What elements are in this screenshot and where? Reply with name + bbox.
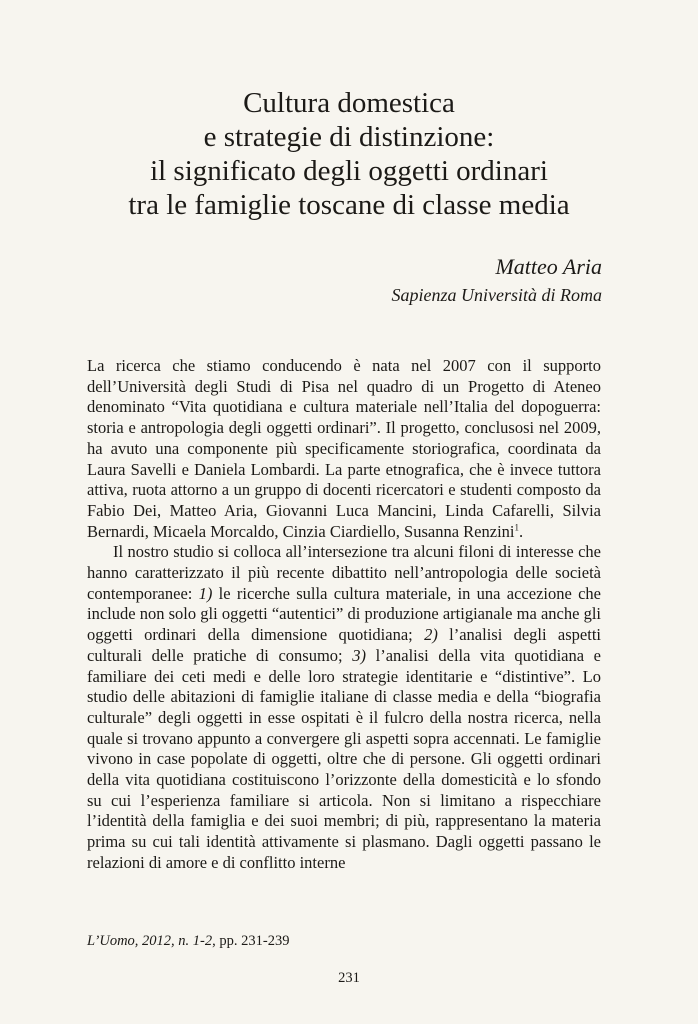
list-marker-2: 2): [424, 625, 438, 645]
paragraph-2-seg-2: le ricerche sulla cultura materiale, in una accezione che include non solo gli oggetti “autentici” di produzione artigianale ma anche gli oggetti ordinari della dimensione quotidiana;: [87, 583, 601, 645]
paragraph-2-seg-4: l’analisi della vita quotidiana e familiare dei ceti medi e delle loro strategie identitarie e “distintive”. Lo studio delle abitazioni di famiglie italiane di classe media e della “biografia culturale” degli oggetti in esse ospitati è il fulcro della nostra ricerca, nella quale si trovano appunto a convergere gli aspetti sopra accennati. Le famiglie vivono in case popolate di oggetti, oltre che di persone. Gli oggetti ordinari della vita quotidiana costituiscono l’orizzonte della domesticità e lo sfondo su cui l’esperienza familiare si articola. Non si limitano a rispecchiare l’identità della famiglia e dei suoi membri; di più, rappresentano la materia prima su cui tali identità attivamente si plasmano. Dagli oggetti passano le relazioni di amore e di conflitto interne: [87, 645, 601, 872]
author-name: Matteo Aria: [495, 254, 602, 279]
article-title: [0, 86, 698, 222]
title-line-3: il significato degli oggetti ordinari: [150, 155, 548, 187]
article-body: [87, 356, 601, 874]
paragraph-1-text: La ricerca che stiamo conducendo è nata nel 2007 con il supporto dell’Università degli Studi di Pisa nel quadro di un Progetto di Ateneo denominato “Vita quotidiana e cultura materiale nell’Italia del dopoguerra: storia e antropologia degli oggetti ordinari”. Il progetto, conclusosi nel 2009, ha avuto una componente più specificamente storiografica, coordinata da Laura Savelli e Daniela Lombardi. La parte etnografica, che è invece tuttora attiva, ruota attorno a un gruppo di docenti ricercatori e studenti composto da Fabio Dei, Matteo Aria, Giovanni Luca Mancini, Linda Cafarelli, Silvia Bernardi, Micaela Morcaldo, Cinzia Ciardiello, Susanna Renzini: [87, 356, 601, 541]
title-line-2: e strategie di distinzione:: [203, 121, 495, 153]
journal-pages: , pp. 231-239: [212, 933, 290, 949]
list-marker-3: 3): [352, 645, 366, 665]
paragraph-2-seg-1: Il nostro studio si colloca all’intersezione tra alcuni filoni di interesse che hanno caratterizzato il più recente dibattito nell’antropologia delle società contemporanee:: [87, 542, 601, 603]
paragraph-1: [87, 356, 601, 542]
paragraph-2-seg-3: l’analisi degli aspetti culturali delle pratiche di consumo;: [87, 625, 601, 665]
title-line-1: Cultura domestica: [243, 87, 455, 119]
footnote-marker[interactable]: 1: [514, 522, 520, 533]
paragraph-2: [87, 542, 601, 873]
journal-citation: [87, 932, 289, 950]
paragraph-1-end: .: [519, 521, 524, 541]
title-line-4: tra le famiglie toscane di classe media: [128, 189, 570, 221]
list-marker-1: 1): [198, 583, 213, 603]
author-affiliation: Sapienza Università di Roma: [391, 285, 602, 305]
journal-name: L’Uomo, 2012, n. 1-2: [87, 933, 213, 949]
page-number: 231: [338, 970, 360, 986]
